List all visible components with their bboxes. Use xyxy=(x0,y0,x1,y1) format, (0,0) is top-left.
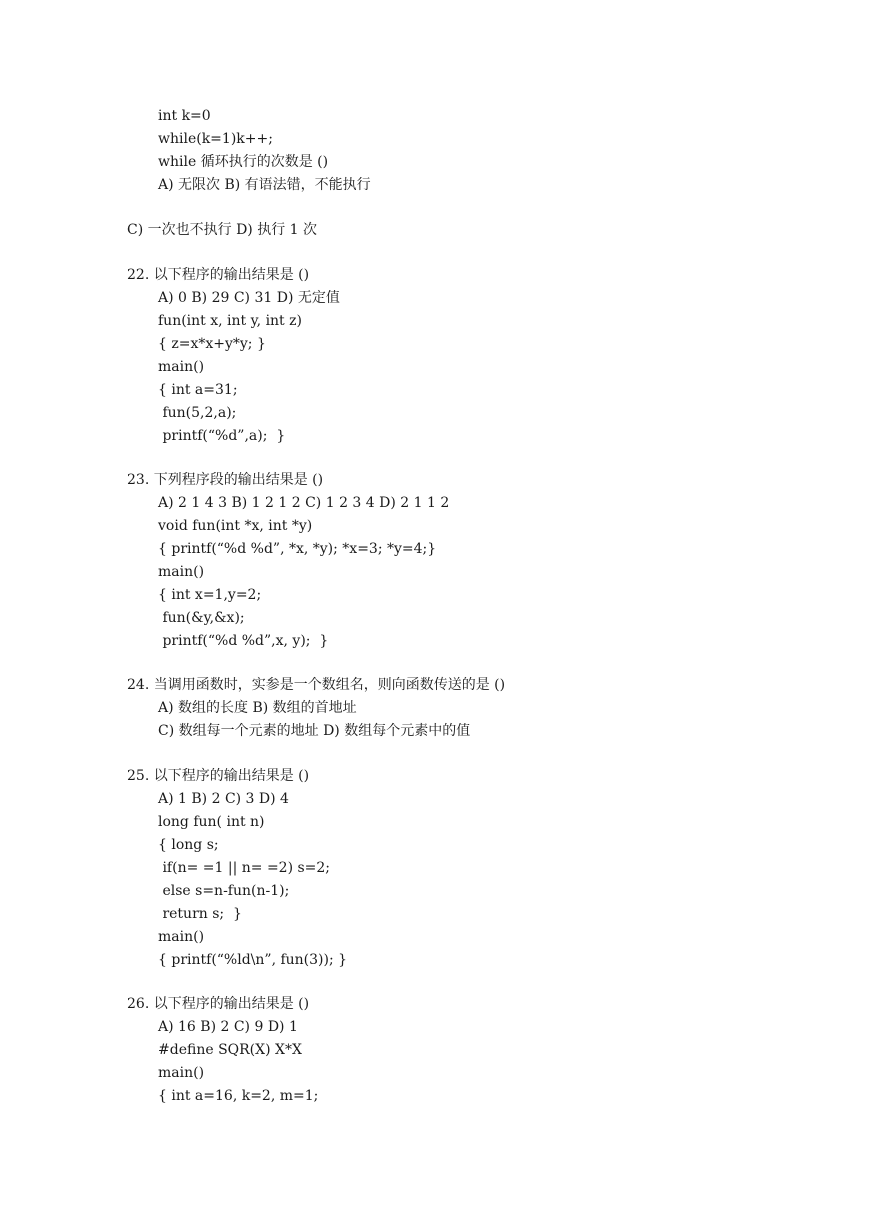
code-line: { printf(“%ld\n”, fun(3)); } xyxy=(158,952,348,968)
code-line: { int a=16, k=2, m=1; xyxy=(158,1088,319,1104)
code-line: fun(5,2,a); xyxy=(158,405,237,421)
text-line: C) 数组每一个元素的地址 D) 数组每个元素中的值 xyxy=(158,723,471,739)
text-line: A) 1 B) 2 C) 3 D) 4 xyxy=(158,791,289,807)
code-line: #define SQR(X) X*X xyxy=(158,1042,302,1058)
text-line: while 循环执行的次数是 () xyxy=(158,154,329,170)
code-line: if(n= =1 || n= =2) s=2; xyxy=(158,860,331,876)
code-line: else s=n-fun(n-1); xyxy=(158,883,290,899)
code-line: main() xyxy=(158,564,205,580)
question-26-title: 26. 以下程序的输出结果是 () xyxy=(127,996,310,1012)
question-25-title: 25. 以下程序的输出结果是 () xyxy=(127,768,310,784)
code-line: main() xyxy=(158,359,205,375)
code-line: { z=x*x+y*y; } xyxy=(158,336,266,352)
code-line: fun(&y,&x); xyxy=(158,610,245,626)
text-line: while(k=1)k++; xyxy=(158,131,273,147)
code-line: fun(int x, int y, int z) xyxy=(158,313,302,329)
text-line: A) 16 B) 2 C) 9 D) 1 xyxy=(158,1019,298,1035)
text-line: A) 数组的长度 B) 数组的首地址 xyxy=(158,700,357,716)
question-24-title: 24. 当调用函数时，实参是一个数组名，则向函数传送的是 () xyxy=(127,677,506,693)
code-line: { printf(“%d %d”, *x, *y); *x=3; *y=4;} xyxy=(158,541,437,557)
code-line: { int a=31; xyxy=(158,382,238,398)
text-line: int k=0 xyxy=(158,108,211,124)
code-line: printf(“%d”,a); } xyxy=(158,428,286,444)
code-line: printf(“%d %d”,x, y); } xyxy=(158,633,329,649)
question-22-title: 22. 以下程序的输出结果是 () xyxy=(127,267,310,283)
code-line: void fun(int *x, int *y) xyxy=(158,518,313,534)
code-line: main() xyxy=(158,1065,205,1081)
code-line: return s; } xyxy=(158,906,242,922)
text-line: A) 无限次 B) 有语法错，不能执行 xyxy=(158,177,371,193)
text-line: C) 一次也不执行 D) 执行 1 次 xyxy=(127,222,318,238)
code-line: { int x=1,y=2; xyxy=(158,587,262,603)
code-line: { long s; xyxy=(158,837,219,853)
code-line: main() xyxy=(158,929,205,945)
question-23-title: 23. 下列程序段的输出结果是 () xyxy=(127,472,324,488)
text-line: A) 0 B) 29 C) 31 D) 无定值 xyxy=(158,290,340,306)
code-line: long fun( int n) xyxy=(158,814,265,830)
text-line: A) 2 1 4 3 B) 1 2 1 2 C) 1 2 3 4 D) 2 1 1 2 xyxy=(158,495,450,511)
